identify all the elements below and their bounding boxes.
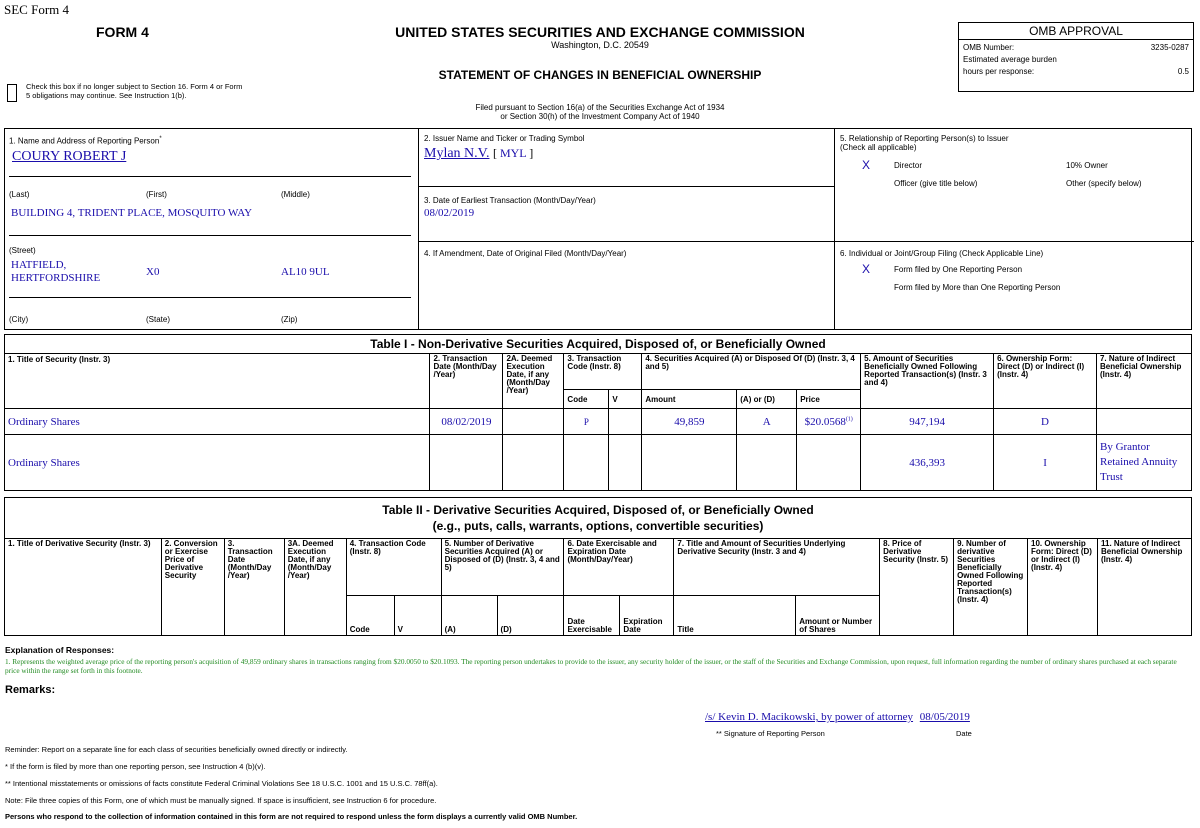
ticker: MYL	[499, 146, 527, 160]
table2-h4: 4. Transaction Code (Instr. 8)	[346, 539, 441, 596]
table1-h2: 2. Transaction Date (Month/Day /Year)	[430, 354, 503, 409]
signature-label: ** Signature of Reporting Person	[716, 729, 825, 738]
row1-price: $20.0568$^{(1)}$	[797, 409, 861, 435]
omb-number: 3235-0287	[1150, 43, 1189, 52]
table2-v: V	[394, 596, 441, 636]
table1-aord: (A) or (D)	[737, 390, 797, 409]
omb-hours: 0.5	[1177, 67, 1189, 76]
table-row	[5, 435, 1192, 491]
row2-owned: 436,393	[861, 435, 994, 491]
reporting-address: BUILDING 4, TRIDENT PLACE, MOSQUITO WAY	[11, 207, 253, 219]
footnote-1: 1. Represents the weighted average price of the reporting person's acquisition of 49,859 ordinary shares in transactions ranging from $20.0050 to $20.1093. The reporting person undertakes to provide to the issuer, any security holder of the issuer, or the staff of the Securities and Exchange Commission, upon request, full information regarding the number of ordinary shares purchased at each separate price within the range set forth in this footnote.	[5, 657, 1177, 675]
table-non-derivative	[4, 334, 1192, 491]
earliest-transaction-date: 08/02/2019	[424, 207, 475, 219]
agency-location: Washington, D.C. 20549	[551, 40, 649, 50]
other-label: Other (specify below)	[1066, 179, 1142, 188]
row1-code: P	[564, 409, 609, 435]
row1-title: Ordinary Shares	[5, 409, 430, 435]
explanation-heading: Explanation of Responses:	[5, 645, 115, 655]
table-derivative	[4, 497, 1192, 636]
state-label: (State)	[146, 315, 171, 324]
table2-h7: 7. Title and Amount of Securities Underlying Derivative Security (Instr. 3 and 4)	[674, 539, 880, 596]
box4-label: 4. If Amendment, Date of Original Filed (Month/Day/Year)	[424, 249, 627, 258]
table2-code: Code	[346, 596, 394, 636]
omb-hours-label: hours per response:	[963, 67, 1035, 76]
agency-title: UNITED STATES SECURITIES AND EXCHANGE COMMISSION	[395, 24, 805, 40]
zip-label: (Zip)	[281, 315, 298, 324]
table2-title-col: Title	[674, 596, 796, 636]
box5-sub: (Check all applicable)	[840, 143, 917, 152]
reminder-text: Reminder: Report on a separate line for each class of securities beneficially owned directly or indirectly.	[5, 745, 348, 754]
table2-amount-shares: Amount or Number of Shares	[796, 596, 880, 636]
remark-line-2: ** Intentional misstatements or omissions of facts constitute Federal Criminal Violations See 18 U.S.C. 1001 and 15 U.S.C. 78ff(a).	[5, 779, 438, 788]
table1-h6: 6. Ownership Form: Direct (D) or Indirect (I) (Instr. 4)	[994, 354, 1097, 409]
box2-label: 2. Issuer Name and Ticker or Trading Symbol	[424, 134, 585, 143]
table2-exp: Expiration Date	[620, 596, 674, 636]
date-label: Date	[956, 729, 972, 738]
row1-ad: A	[737, 409, 797, 435]
city-label: (City)	[9, 315, 29, 324]
row1-amount: 49,859	[642, 409, 737, 435]
table2-h2: 2. Conversion or Exercise Price of Derivative Security	[161, 539, 224, 636]
first-label: (First)	[146, 190, 167, 199]
remark-line-3: Note: File three copies of this Form, one of which must be manually signed. If space is insufficient, see Instruction 6 for procedure.	[5, 796, 437, 805]
officer-label: Officer (give title below)	[894, 179, 978, 188]
filed-pursuant-2: or Section 30(h) of the Investment Company Act of 1940	[500, 112, 700, 121]
row2-nature: By Grantor Retained Annuity Trust	[1096, 435, 1191, 491]
box5-label: 5. Relationship of Reporting Person(s) to Issuer	[840, 134, 1009, 143]
table2-h11: 11. Nature of Indirect Beneficial Ownership (Instr. 4)	[1097, 539, 1191, 636]
section16-checkbox[interactable]	[7, 84, 17, 102]
table2-h1: 1. Title of Derivative Security (Instr. 3)	[5, 539, 162, 636]
omb-number-label: OMB Number:	[963, 43, 1015, 52]
omb-title: OMB APPROVAL	[959, 23, 1193, 40]
filed-pursuant-1: Filed pursuant to Section 16(a) of the Securities Exchange Act of 1934	[475, 103, 725, 112]
table2-d: (D)	[497, 596, 564, 636]
state-value: X0	[146, 266, 160, 278]
section16-checkbox-text: Check this box if no longer subject to Section 16. Form 4 or Form 5 obligations may continue. See Instruction 1(b).	[26, 82, 243, 100]
signature-line	[705, 711, 970, 723]
one-person-mark: X	[862, 262, 871, 276]
box1-label: 1. Name and Address of Reporting Person*	[9, 136, 162, 146]
box3-label: 3. Date of Earliest Transaction (Month/Day/Year)	[424, 196, 596, 205]
table1-h2a: 2A. Deemed Execution Date, if any (Month/Day /Year)	[503, 354, 564, 409]
row1-date: 08/02/2019	[430, 409, 503, 435]
more-person-label: Form filed by More than One Reporting Person	[894, 283, 1061, 292]
street-label: (Street)	[9, 246, 36, 255]
table2-h6: 6. Date Exercisable and Expiration Date (Month/Day/Year)	[564, 539, 674, 596]
omb-approval-box	[958, 22, 1194, 92]
row2-form: I	[994, 435, 1097, 491]
table1-v: V	[609, 390, 642, 409]
row1-owned: 947,194	[861, 409, 994, 435]
form-title: FORM 4	[96, 24, 149, 40]
table2-title1: Table II - Derivative Securities Acquired, Disposed of, or Beneficially Owned	[382, 503, 814, 517]
director-label: Director	[894, 161, 923, 170]
table2-date-ex: Date Exercisable	[564, 596, 620, 636]
sec-form-label: SEC Form 4	[4, 2, 70, 17]
table1-h4: 4. Securities Acquired (A) or Disposed Of (D) (Instr. 3, 4 and 5)	[642, 354, 861, 390]
table-row	[5, 409, 1192, 435]
ten-percent-owner-label: 10% Owner	[1066, 161, 1108, 170]
table2-title2: (e.g., puts, calls, warrants, options, convertible securities)	[432, 519, 764, 533]
table1-amount: Amount	[642, 390, 737, 409]
zip-value: AL10 9UL	[281, 266, 330, 278]
table1-code: Code	[564, 390, 609, 409]
statement-title: STATEMENT OF CHANGES IN BENEFICIAL OWNERSHIP	[438, 68, 762, 82]
remarks-heading: Remarks:	[5, 684, 56, 696]
table2-h8: 8. Price of Derivative Security (Instr. 5)	[880, 539, 954, 636]
table1-h5: 5. Amount of Securities Beneficially Owned Following Reported Transaction(s) (Instr. 3 and 4)	[861, 354, 994, 409]
row2-title: Ordinary Shares	[5, 435, 430, 491]
one-person-label: Form filed by One Reporting Person	[894, 265, 1023, 274]
issuer-line: Mylan N.V. [ MYL ]	[424, 146, 534, 161]
table2-a: (A)	[441, 596, 497, 636]
remark-line-1: * If the form is filed by more than one reporting person, see Instruction 4 (b)(v).	[5, 762, 266, 771]
table2-h3: 3. Transaction Date (Month/Day /Year)	[224, 539, 284, 636]
table2-title	[5, 498, 1192, 539]
table2-h10: 10. Ownership Form: Direct (D) or Indirect (I) (Instr. 4)	[1028, 539, 1098, 636]
table1-h7: 7. Nature of Indirect Beneficial Ownership (Instr. 4)	[1096, 354, 1191, 409]
director-mark: X	[862, 158, 871, 172]
city-value: HATFIELD, HERTFORDSHIRE	[11, 259, 101, 284]
signature-date[interactable]: 08/05/2019	[919, 711, 970, 723]
middle-label: (Middle)	[281, 190, 310, 199]
table2-h9: 9. Number of derivative Securities Beneficially Owned Following Reported Transaction(s) (Instr. 4)	[954, 539, 1028, 636]
reporting-section	[4, 128, 1192, 330]
table2-h5: 5. Number of Derivative Securities Acquired (A) or Disposed of (D) (Instr. 3, 4 and 5)	[441, 539, 564, 596]
table1-h1: 1. Title of Security (Instr. 3)	[5, 354, 430, 409]
reporting-person-name-link[interactable]: COURY ROBERT J	[12, 149, 127, 164]
table1-h3: 3. Transaction Code (Instr. 8)	[564, 354, 642, 390]
remark-line-4: Persons who respond to the collection of information contained in this form are not required to respond unless the form displays a currently valid OMB Number.	[5, 812, 578, 821]
table2-h3a: 3A. Deemed Execution Date, if any (Month/Day /Year)	[284, 539, 346, 636]
issuer-name-link[interactable]: Mylan N.V.	[424, 146, 490, 161]
row1-form: D	[994, 409, 1097, 435]
box6-label: 6. Individual or Joint/Group Filing (Check Applicable Line)	[840, 249, 1044, 258]
table1-price: Price	[797, 390, 861, 409]
omb-burden-label: Estimated average burden	[963, 55, 1057, 64]
signature-link[interactable]: /s/ Kevin D. Macikowski, by power of attorney	[705, 711, 914, 723]
table1-title: Table I - Non-Derivative Securities Acquired, Disposed of, or Beneficially Owned	[5, 335, 1192, 354]
last-label: (Last)	[9, 190, 30, 199]
